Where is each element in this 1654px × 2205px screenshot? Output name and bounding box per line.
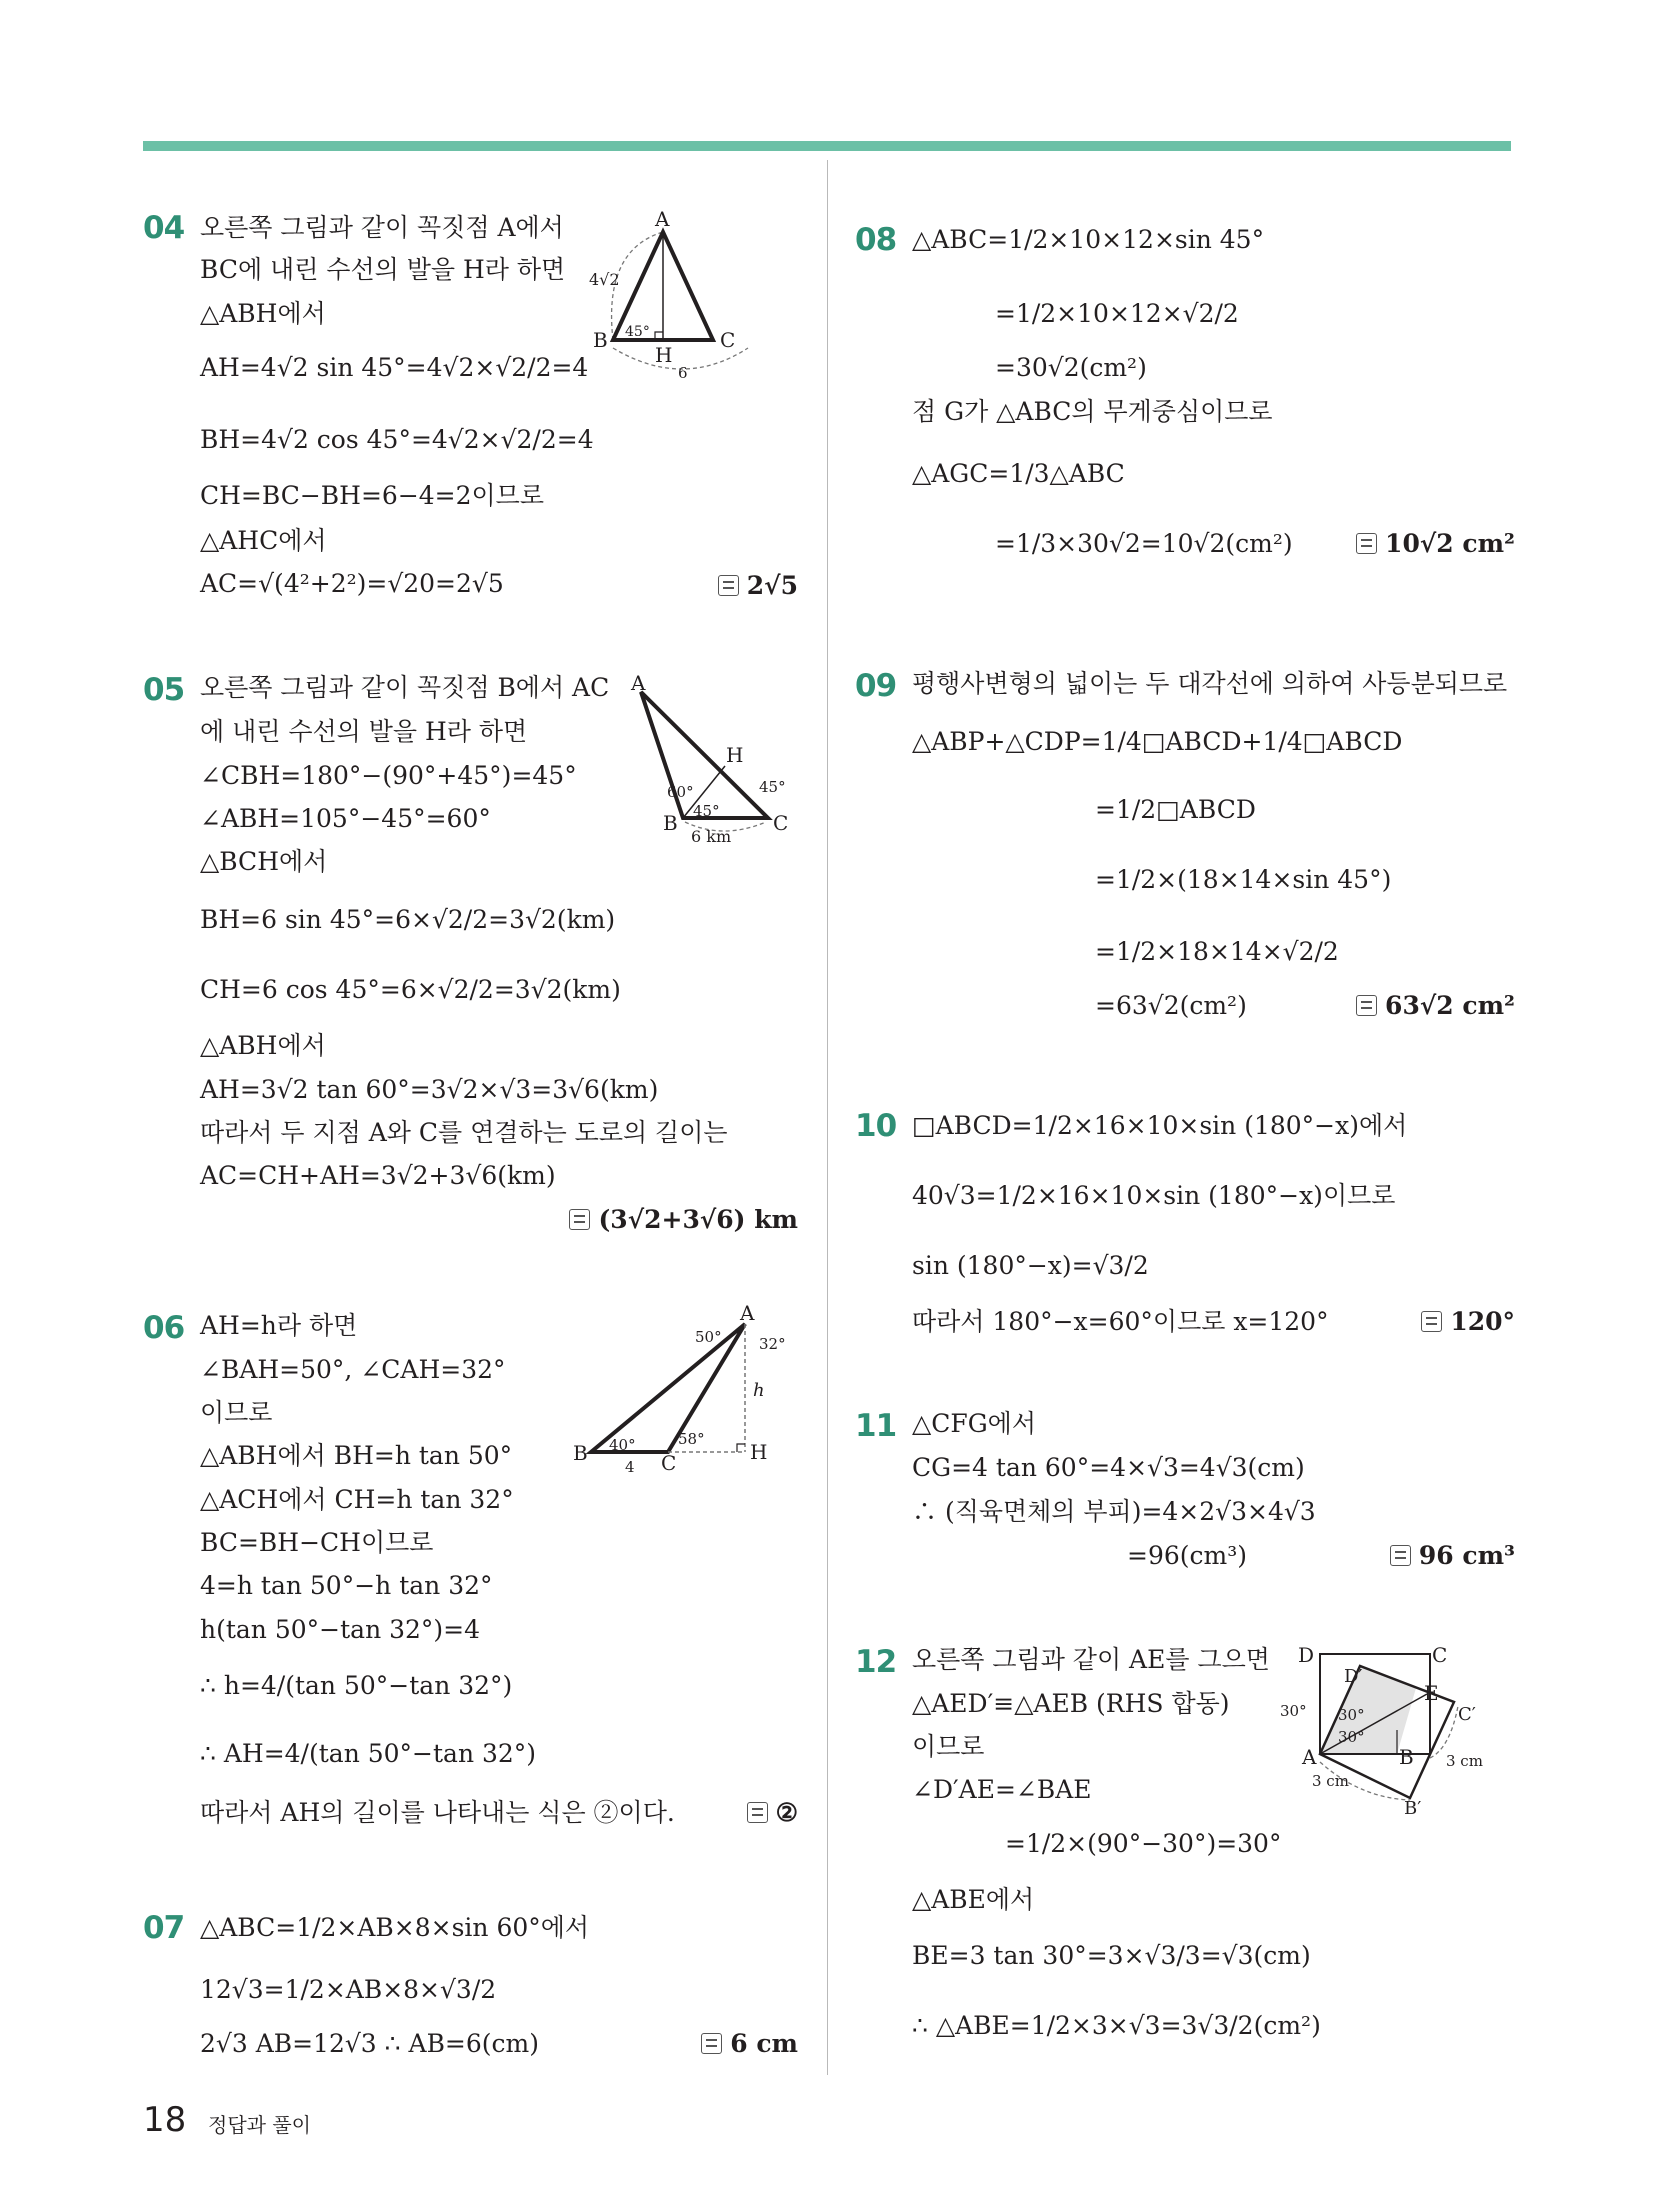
- solution-line: 이므로: [912, 1732, 985, 1761]
- angle-60: 60°: [667, 783, 694, 801]
- angle-58: 58°: [678, 1430, 705, 1448]
- problem-06: [143, 1304, 798, 1850]
- answer: [1390, 1540, 1515, 1572]
- answer-mark-icon: [718, 575, 739, 596]
- solution-line: CH=BC−BH=6−4=2이므로: [200, 481, 544, 510]
- triangle-figure-05: [623, 670, 798, 850]
- solution-line: =1/2×(90°−30°)=30°: [1005, 1829, 1282, 1858]
- solution-line: ∴ (직육면체의 부피)=4×2√3×4√3: [912, 1497, 1316, 1526]
- label-C: C: [661, 1451, 677, 1475]
- solution-line: =1/2×(18×14×sin 45°): [1095, 865, 1392, 894]
- solution-line: △ABC=1/2×10×12×sin 45°: [912, 225, 1265, 254]
- solution-line: 2√3 AB=12√3 ∴ AB=6(cm): [200, 2029, 540, 2058]
- base-length: 4: [625, 1458, 635, 1476]
- label-B: B: [663, 811, 678, 835]
- problem-number: 04: [143, 210, 185, 246]
- label-D-prime: D′: [1344, 1666, 1363, 1687]
- angle-45b: 45°: [759, 778, 786, 796]
- solution-line: △AHC에서: [200, 526, 327, 555]
- solution-line: 따라서 AH의 길이를 나타내는 식은 ②이다.: [200, 1798, 675, 1827]
- solution-line: ∴ h=4/(tan 50°−tan 32°): [200, 1671, 513, 1700]
- footer-label: 정답과 풀이: [208, 2113, 311, 2137]
- problem-number: 09: [855, 668, 897, 704]
- base-length: 6 km: [691, 827, 732, 846]
- solution-line: =1/2×18×14×√2/2: [1095, 937, 1339, 966]
- answer: [1356, 528, 1515, 560]
- answer-mark-icon: [1421, 1311, 1442, 1332]
- solution-line: □ABCD=1/2×16×10×sin (180°−x)에서: [912, 1111, 1408, 1140]
- solution-line: 평행사변형의 넓이는 두 대각선에 의하여 사등분되므로: [912, 669, 1508, 698]
- answer-value: ②: [775, 1798, 798, 1827]
- solution-line: ∠D′AE=∠BAE: [912, 1775, 1092, 1804]
- label-A: A: [655, 210, 670, 231]
- solution-line: CH=6 cos 45°=6×√2/2=3√2(km): [200, 975, 621, 1004]
- solution-line: 40√3=1/2×16×10×sin (180°−x)이므로: [912, 1181, 1396, 1210]
- solution-line: △ACH에서 CH=h tan 32°: [200, 1485, 514, 1514]
- problem-10: [855, 1108, 1515, 1348]
- label-D: D: [1298, 1643, 1315, 1667]
- solution-line: ∠ABH=105°−45°=60°: [200, 804, 491, 833]
- angle-30: 30°: [1280, 1702, 1307, 1720]
- solution-line: △ABP+△CDP=1/4□ABCD+1/4□ABCD: [912, 727, 1403, 756]
- solution-line: AH=3√2 tan 60°=3√2×√3=3√6(km): [200, 1075, 659, 1104]
- square-fold-figure-12: [1280, 1638, 1515, 1838]
- label-B: B: [593, 328, 608, 352]
- angle-label: 45°: [625, 324, 650, 340]
- answer: [1421, 1306, 1515, 1338]
- solution-line: AH=4√2 sin 45°=4√2×√2/2=4: [200, 353, 589, 382]
- label-C: C: [1432, 1643, 1448, 1667]
- solution-line: 오른쪽 그림과 같이 꼭짓점 A에서: [200, 213, 564, 242]
- solution-line: 오른쪽 그림과 같이 AE를 그으면: [912, 1645, 1270, 1674]
- solution-line: BC=BH−CH이므로: [200, 1528, 434, 1557]
- answer: [1356, 990, 1515, 1022]
- label-B-prime: B′: [1404, 1798, 1422, 1819]
- solution-line: △CFG에서: [912, 1409, 1036, 1438]
- page-number: 18: [143, 2100, 187, 2140]
- problem-number: 10: [855, 1108, 897, 1144]
- angle-40: 40°: [609, 1436, 636, 1454]
- answer-mark-icon: [747, 1802, 768, 1823]
- solution-line: h(tan 50°−tan 32°)=4: [200, 1615, 481, 1644]
- solution-line: 따라서 두 지점 A와 C를 연결하는 도로의 길이는: [200, 1118, 728, 1147]
- label-A: A: [1302, 1745, 1317, 1769]
- label-B: B: [1399, 1745, 1414, 1769]
- solution-line: =1/3×30√2=10√2(cm²): [995, 529, 1293, 558]
- problem-04: [143, 210, 798, 610]
- problem-11: [855, 1408, 1515, 1588]
- solution-line: BH=4√2 cos 45°=4√2×√2/2=4: [200, 425, 594, 454]
- label-C-prime: C′: [1458, 1704, 1476, 1725]
- height-h: h: [753, 1380, 765, 1401]
- solution-line: △ABH에서: [200, 299, 326, 328]
- angle-45: 45°: [693, 802, 720, 820]
- solution-line: △BCH에서: [200, 847, 328, 876]
- problem-07: [143, 1910, 798, 2060]
- solution-line: CG=4 tan 60°=4×√3=4√3(cm): [912, 1453, 1305, 1482]
- solution-line: △ABH에서: [200, 1031, 326, 1060]
- problem-08: [855, 222, 1515, 582]
- answer-value: 2√5: [746, 571, 798, 600]
- solution-line: 4=h tan 50°−h tan 32°: [200, 1571, 493, 1600]
- problem-05: [143, 672, 798, 1252]
- solution-line: ∠CBH=180°−(90°+45°)=45°: [200, 761, 577, 790]
- solution-line: △ABC=1/2×AB×8×sin 60°에서: [200, 1913, 590, 1942]
- solution-line: △ABH에서 BH=h tan 50°: [200, 1441, 513, 1470]
- angle-30b: 30°: [1338, 1706, 1365, 1724]
- solution-line: △AED′≡△AEB (RHS 합동): [912, 1689, 1230, 1718]
- answer-value: 6 cm: [730, 2029, 798, 2058]
- solution-line: =30√2(cm²): [995, 353, 1147, 382]
- base-length: 6: [678, 364, 688, 382]
- answer: [718, 570, 798, 602]
- solution-line: 오른쪽 그림과 같이 꼭짓점 B에서 AC: [200, 673, 610, 702]
- problem-09: [855, 668, 1515, 1048]
- solution-line: =1/2□ABCD: [1095, 795, 1256, 824]
- answer: [747, 1797, 798, 1829]
- solution-line: BE=3 tan 30°=3×√3/3=√3(cm): [912, 1941, 1311, 1970]
- solution-line: △AGC=1/3△ABC: [912, 459, 1125, 488]
- angle-50: 50°: [695, 1328, 722, 1346]
- answer-mark-icon: [701, 2033, 722, 2054]
- solution-line: BH=6 sin 45°=6×√2/2=3√2(km): [200, 905, 616, 934]
- solution-line: AC=√(4²+2²)=√20=2√5: [200, 569, 504, 598]
- answer-value: 10√2 cm²: [1385, 529, 1515, 558]
- answer: [701, 2028, 798, 2060]
- label-H: H: [750, 1440, 768, 1464]
- solution-line: sin (180°−x)=√3/2: [912, 1251, 1149, 1280]
- side-length: 4√2: [589, 270, 620, 289]
- problem-number: 08: [855, 222, 897, 258]
- triangle-figure-04: [583, 210, 803, 390]
- label-C: C: [773, 811, 789, 835]
- solution-line: AC=CH+AH=3√2+3√6(km): [200, 1161, 556, 1190]
- answer-mark-icon: [1356, 995, 1377, 1016]
- solution-line: ∠BAH=50°, ∠CAH=32°: [200, 1355, 506, 1384]
- solution-line: △ABE에서: [912, 1885, 1035, 1914]
- solution-line: =63√2(cm²): [1095, 991, 1247, 1020]
- answer-value: 120°: [1450, 1307, 1515, 1336]
- problem-number: 06: [143, 1310, 185, 1346]
- answer-mark-icon: [569, 1209, 590, 1230]
- solution-line: 따라서 180°−x=60°이므로 x=120°: [912, 1307, 1329, 1336]
- label-A: A: [740, 1304, 755, 1325]
- solution-line: =1/2×10×12×√2/2: [995, 299, 1239, 328]
- answer-mark-icon: [1356, 533, 1377, 554]
- solution-line: 점 G가 △ABC의 무게중심이므로: [912, 397, 1273, 426]
- triangle-figure-06: [573, 1304, 798, 1484]
- solution-line: 이므로: [200, 1398, 273, 1427]
- solution-line: BC에 내린 수선의 발을 H라 하면: [200, 255, 566, 284]
- label-H: H: [655, 343, 673, 367]
- solution-line: 12√3=1/2×AB×8×√3/2: [200, 1975, 497, 2004]
- answer-value: 96 cm³: [1418, 1541, 1515, 1570]
- header-accent-bar: [143, 141, 1511, 151]
- column-divider: [827, 160, 828, 2075]
- label-B: B: [573, 1441, 588, 1465]
- problem-12: [855, 1644, 1515, 2064]
- answer: [569, 1204, 798, 1236]
- problem-number: 12: [855, 1644, 897, 1680]
- length-3cm: 3 cm: [1312, 1772, 1349, 1790]
- label-H: H: [726, 743, 744, 767]
- problem-number: 07: [143, 1910, 185, 1946]
- label-C: C: [720, 328, 736, 352]
- solution-line: AH=h라 하면: [200, 1311, 358, 1340]
- solution-line: =96(cm³): [1127, 1541, 1247, 1570]
- angle-30c: 30°: [1338, 1728, 1365, 1746]
- label-A: A: [631, 671, 646, 695]
- answer-value: 63√2 cm²: [1385, 991, 1515, 1020]
- answer-value: (3√2+3√6) km: [598, 1205, 798, 1234]
- solution-line: ∴ AH=4/(tan 50°−tan 32°): [200, 1739, 537, 1768]
- angle-32: 32°: [759, 1335, 786, 1353]
- solution-line: 에 내린 수선의 발을 H라 하면: [200, 717, 528, 746]
- solution-line: ∴ △ABE=1/2×3×√3=3√3/2(cm²): [912, 2011, 1321, 2040]
- problem-number: 11: [855, 1408, 897, 1444]
- length-3cm-b: 3 cm: [1446, 1752, 1483, 1770]
- problem-number: 05: [143, 672, 185, 708]
- answer-mark-icon: [1390, 1545, 1411, 1566]
- label-E: E: [1424, 1681, 1439, 1705]
